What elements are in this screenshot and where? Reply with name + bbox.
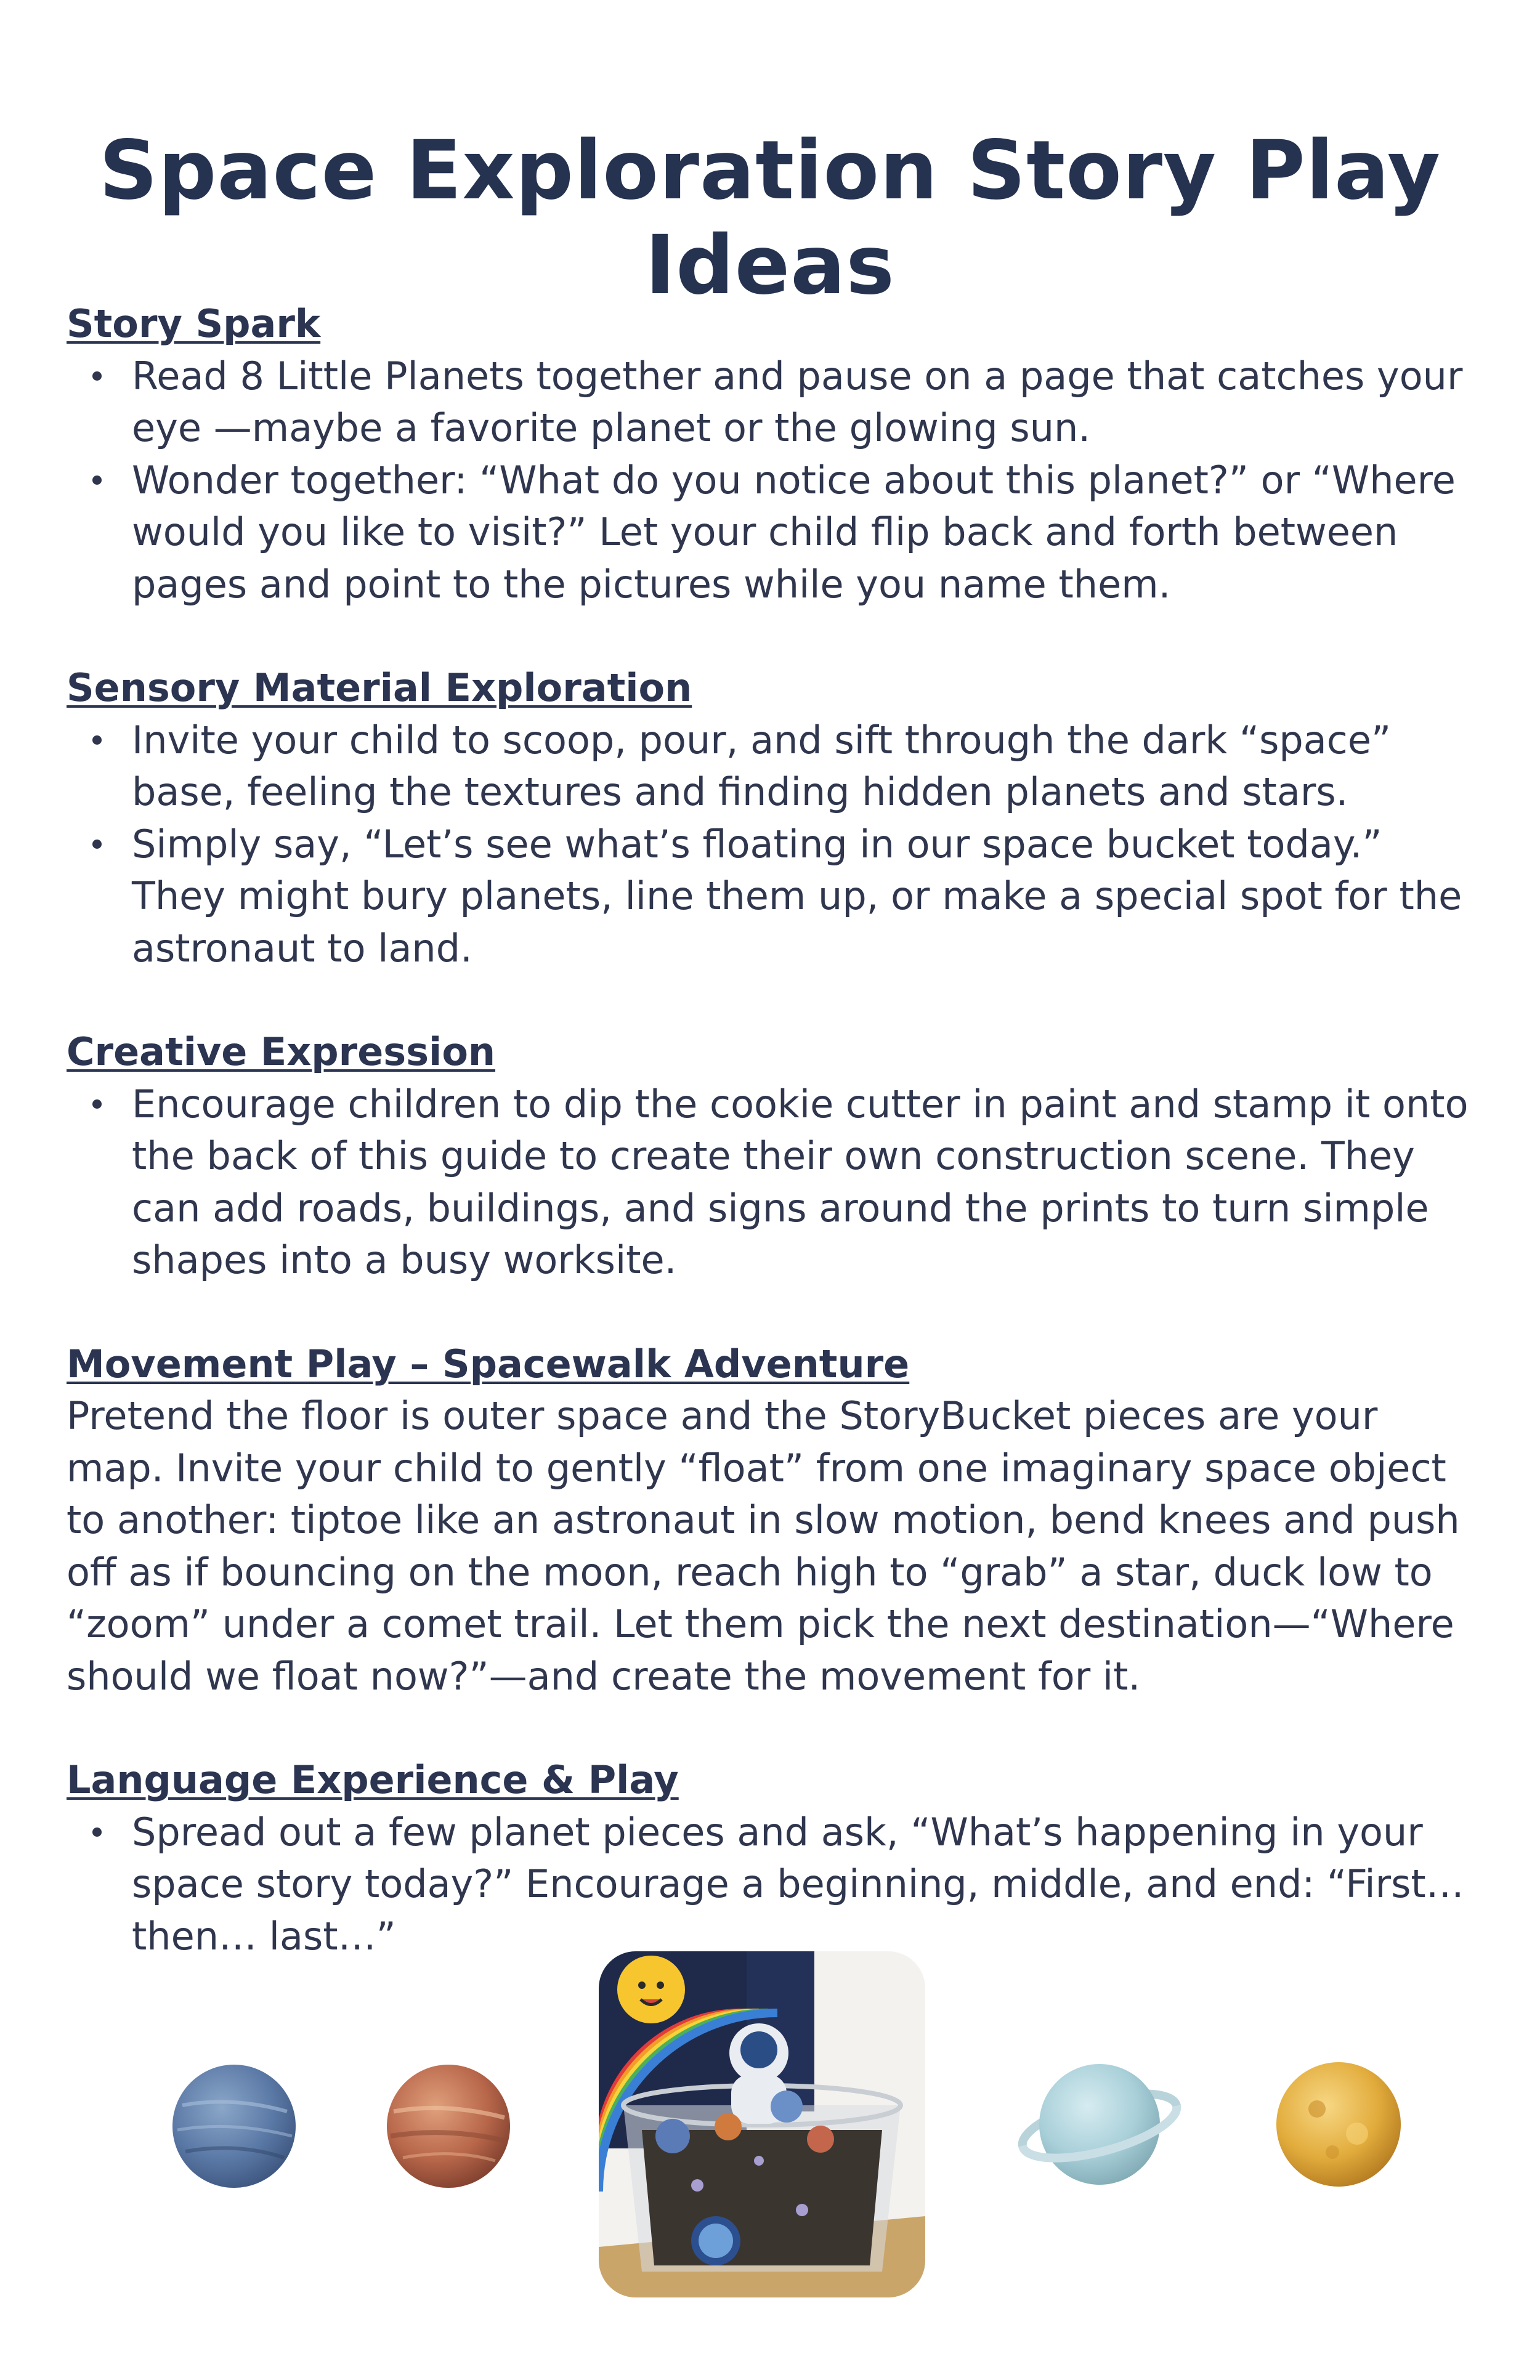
section-creative (67, 1026, 1483, 1287)
section-story-spark (67, 298, 1483, 610)
list-item: Invite your child to scoop, pour, and sift through the dark “space” base, feeling the textures and finding hidden planets and stars. (132, 714, 1483, 819)
content (67, 298, 1483, 2014)
section-heading: Creative Expression (67, 1029, 496, 1074)
bullet-list (67, 350, 1483, 611)
gold-planet-icon (1274, 2060, 1403, 2189)
ringed-planet-icon (1010, 2054, 1189, 2195)
section-heading: Language Experience & Play (67, 1757, 679, 1802)
list-item: Spread out a few planet pieces and ask, “What’s happening in your space story today?” Encourage a beginning, middle, and end: “First… then… last…” (132, 1807, 1483, 1963)
section-language (67, 1754, 1483, 1962)
page-title: Space Exploration Story Play Ideas (99, 123, 1441, 313)
space-bucket-photo (599, 1951, 925, 2297)
blue-planet-icon (170, 2062, 298, 2190)
section-heading: Sensory Material Exploration (67, 665, 692, 710)
section-sensory (67, 662, 1483, 974)
bullet-list (67, 1807, 1483, 1963)
section-heading: Story Spark (67, 301, 321, 346)
list-item: Encourage children to dip the cookie cutter in paint and stamp it onto the back of this guide to create their own construction scene. They can add roads, buildings, and signs around the prints to turn simple shapes into a busy worksite. (132, 1079, 1483, 1287)
bullet-list (67, 714, 1483, 975)
list-item: Read 8 Little Planets together and pause on a page that catches your eye —maybe a favorite planet or the glowing sun. (132, 350, 1483, 455)
section-heading: Movement Play – Spacewalk Adventure (67, 1341, 910, 1386)
section-movement (67, 1338, 1483, 1703)
red-planet-icon (384, 2062, 513, 2190)
section-paragraph: Pretend the floor is outer space and the StoryBucket pieces are your map. Invite your child to gently “float” from one imaginary space object to another: tiptoe like an astronaut in slow motion, bend knees and push off as if bouncing on the moon, reach high to “grab” a star, duck low to “zoom” under a comet trail. Let them pick the next destination—“Where should we float now?”—and create the movement for it. (67, 1393, 1460, 1699)
list-item: Simply say, “Let’s see what’s floating in our space bucket today.” They might bury planets, line them up, or make a special spot for the astronaut to land. (132, 819, 1483, 975)
space-bucket-photo-illustration (599, 1951, 925, 2297)
bullet-list (67, 1079, 1483, 1287)
list-item: Wonder together: “What do you notice about this planet?” or “Where would you like to visit?” Let your child flip back and forth between pages and point to the pictures while you name them. (132, 455, 1483, 611)
